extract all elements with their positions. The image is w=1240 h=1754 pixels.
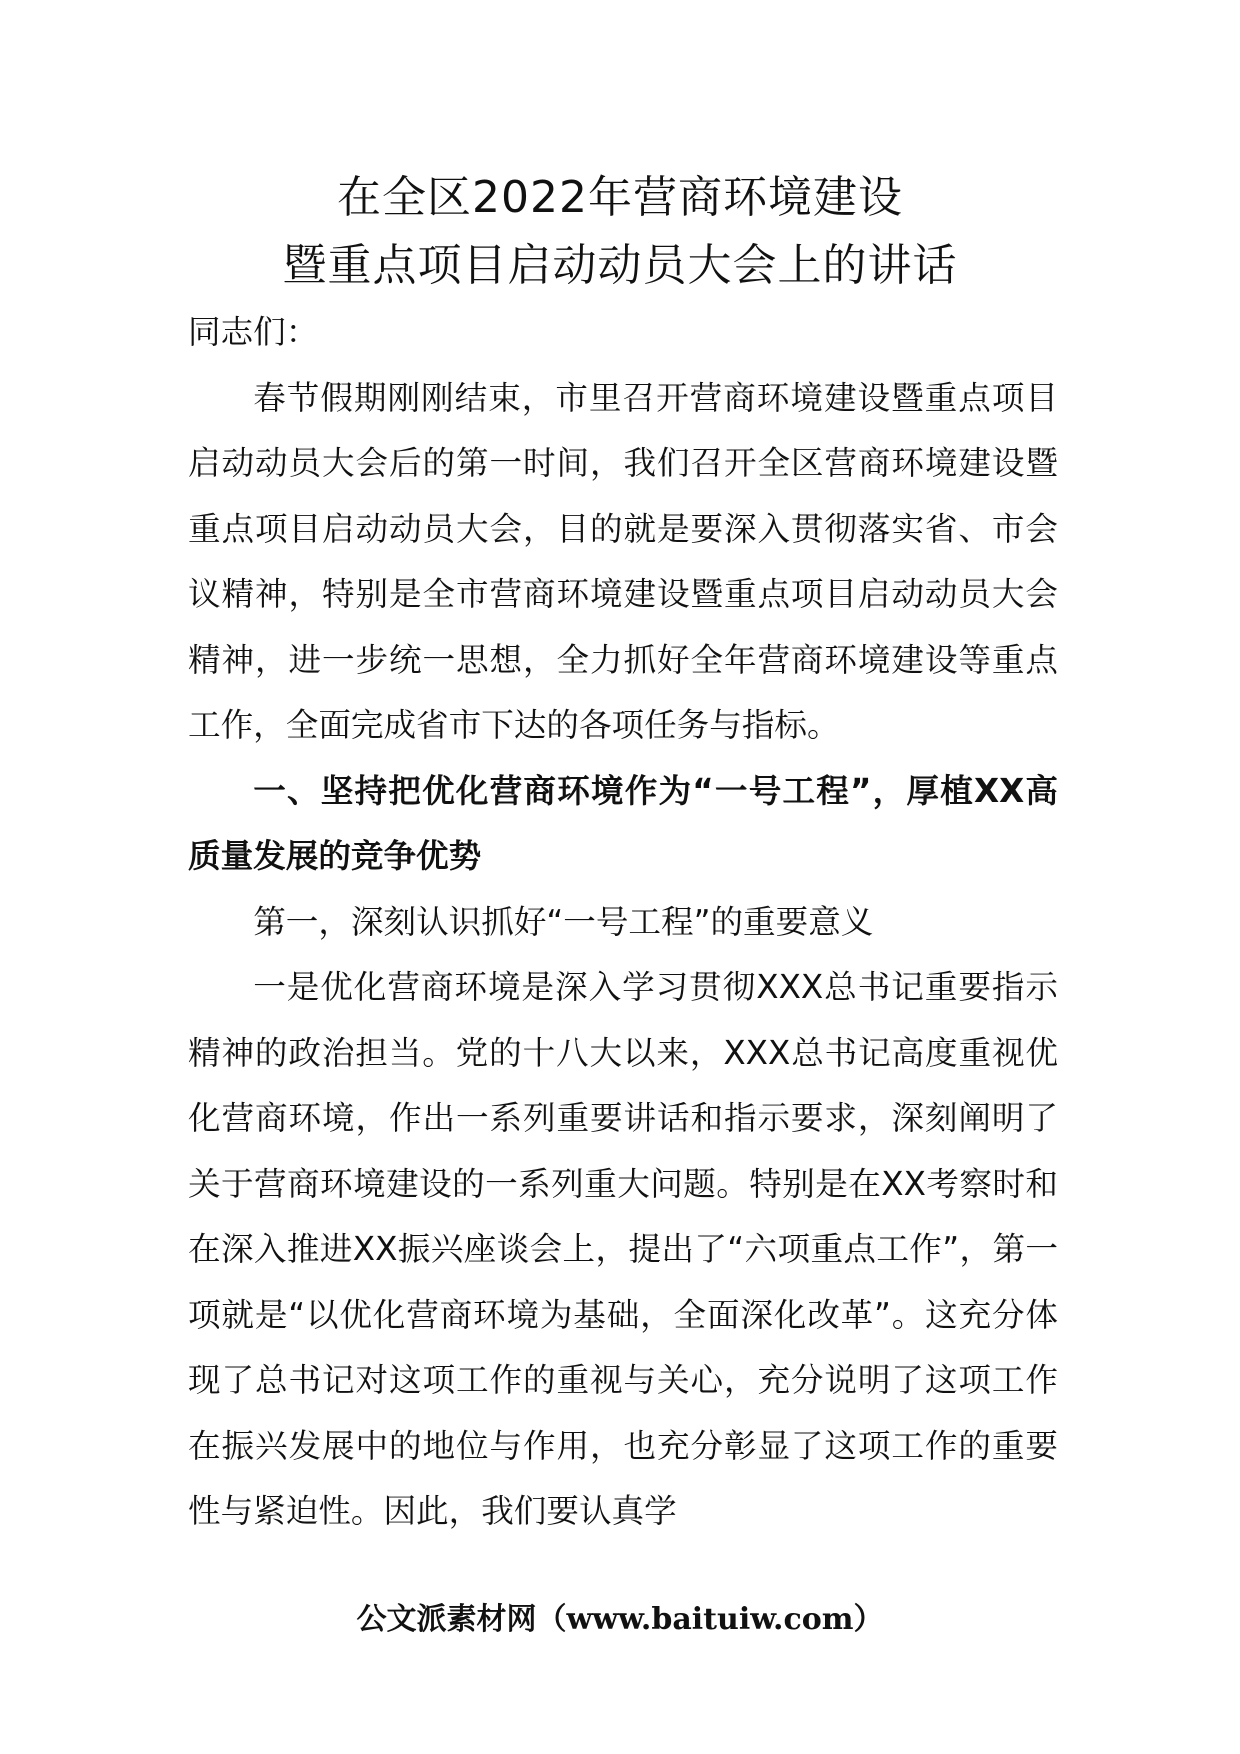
section-heading-1: 一、坚持把优化营商环境作为“一号工程”，厚植XX高质量发展的竞争优势 — [188, 771, 1058, 875]
footer-site-name: 公文派素材网 — [356, 1602, 537, 1637]
footer-watermark — [0, 1600, 1240, 1640]
footer-url: （www.baituiw.com） — [536, 1602, 884, 1637]
paragraph-point-1: 一是优化营商环境是深入学习贯彻XXX总书记重要指示精神的政治担当。党的十八大以来，XXX总书记高度重视优化营商环境，作出一系列重要讲话和指示要求，深刻阐明了关于营商环境建设的一系列重大问题。特别是在XX考察时和在深入推进XX振兴座谈会上，提出了“六项重点工作”，第一项就是“以优化营商环境为基础，全面深化改革”。这充分体现了总书记对这项工作的重视与关心，充分说明了这项工作在振兴发展中的地位与作用，也充分彰显了这项工作的重要性与紧迫性。因此，我们要认真学 — [188, 968, 1058, 1530]
salutation: 同志们： — [188, 313, 319, 351]
paragraph-intro: 春节假期刚刚结束，市里召开营商环境建设暨重点项目启动动员大会后的第一时间，我们召开全区营商环境建设暨重点项目启动动员大会，目的就是要深入贯彻落实省、市会议精神，特别是全市营商环境建设暨重点项目启动动员大会精神，进一步统一思想，全力抓好全年营商环境建设等重点工作，全面完成省市下达的各项任务与指标。 — [188, 378, 1058, 744]
document-title-line-2: 暨重点项目启动动员大会上的讲话 — [282, 240, 958, 291]
document-title-line-1: 在全区2022年营商环境建设 — [337, 172, 903, 223]
subsection-heading-1: 第一，深刻认识抓好“一号工程”的重要意义 — [253, 902, 874, 941]
document-body — [188, 300, 1058, 1545]
